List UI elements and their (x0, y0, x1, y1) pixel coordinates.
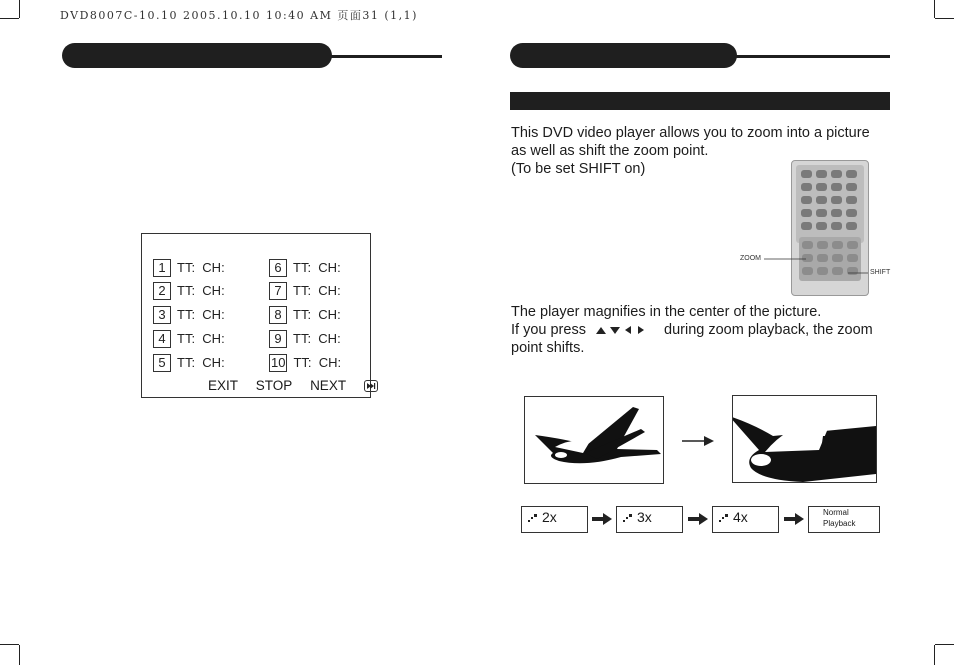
direction-arrows-icon (594, 324, 656, 336)
step-arrow-icon (592, 513, 612, 525)
menu-row-10[interactable]: 10 TT: CH: (271, 355, 342, 370)
crop-mark-bl-v (19, 645, 20, 665)
para2-line-2: If you press during zoom playback, the zoom (511, 322, 873, 338)
para2-line-1: The player magnifies in the center of the picture. (511, 304, 822, 320)
left-section-title-bar (62, 43, 332, 68)
step-arrow-icon (688, 513, 708, 525)
intro-line-1: This DVD video player allows you to zoom into a picture (511, 125, 870, 141)
menu-footer (208, 378, 392, 393)
crop-mark-tl-h (0, 18, 19, 19)
crop-mark-bl-h (0, 644, 19, 645)
intro-line-2: as well as shift the zoom point. (511, 143, 709, 159)
stop-option[interactable]: STOP (255, 378, 293, 393)
print-header: DVD8007C-10.10 2005.10.10 10:40 AM 页面31 (1,1) (60, 9, 418, 22)
step-arrow-icon (784, 513, 804, 525)
normal-playback-label-1: Normal (823, 508, 849, 517)
left-header-rule (330, 55, 442, 58)
plane-zoomed-image (732, 395, 877, 483)
menu-row-5[interactable]: 5 TT: CH: (153, 354, 225, 372)
normal-playback-label-2: Playback (823, 519, 856, 528)
crop-mark-br-v (934, 645, 935, 665)
zoom-icon (719, 513, 729, 523)
right-header-rule (735, 55, 890, 58)
bookmark-menu (141, 233, 371, 398)
next-option[interactable]: NEXT (310, 378, 347, 393)
para2-line-3: point shifts. (511, 340, 585, 356)
crop-mark-tl-v (19, 0, 20, 18)
intro-line-3: (To be set SHIFT on) (511, 161, 646, 177)
zoom-callout-label: ZOOM (740, 255, 761, 262)
right-subheading-band (510, 92, 890, 110)
menu-row-1[interactable]: 1 TT: CH: (153, 259, 225, 277)
crop-mark-br-h (935, 644, 954, 645)
menu-row-6[interactable]: 6 TT: CH: (269, 259, 341, 277)
zoom-icon (528, 513, 538, 523)
menu-row-9[interactable]: 9 TT: CH: (269, 330, 341, 348)
zoom-4x-box: 4x (712, 506, 779, 533)
zoom-icon (623, 513, 633, 523)
menu-row-8[interactable]: 8 TT: CH: (269, 306, 341, 324)
shift-callout-label: SHIFT (870, 269, 891, 276)
remote-callout-lines (760, 250, 870, 280)
zoom-arrow-icon (680, 434, 716, 448)
right-section-title-bar (510, 43, 737, 68)
exit-option[interactable]: EXIT (208, 378, 239, 393)
skip-next-icon (364, 380, 378, 392)
zoom-3x-box: 3x (616, 506, 683, 533)
menu-row-3[interactable]: 3 TT: CH: (153, 306, 225, 324)
menu-row-2[interactable]: 2 TT: CH: (153, 282, 225, 300)
menu-row-4[interactable]: 4 TT: CH: (153, 330, 225, 348)
menu-row-7[interactable]: 7 TT: CH: (269, 282, 341, 300)
crop-mark-tr-h (935, 18, 954, 19)
normal-playback-box (808, 506, 880, 533)
crop-mark-tr-v (934, 0, 935, 18)
plane-normal-image (524, 396, 664, 484)
zoom-2x-box: 2x (521, 506, 588, 533)
